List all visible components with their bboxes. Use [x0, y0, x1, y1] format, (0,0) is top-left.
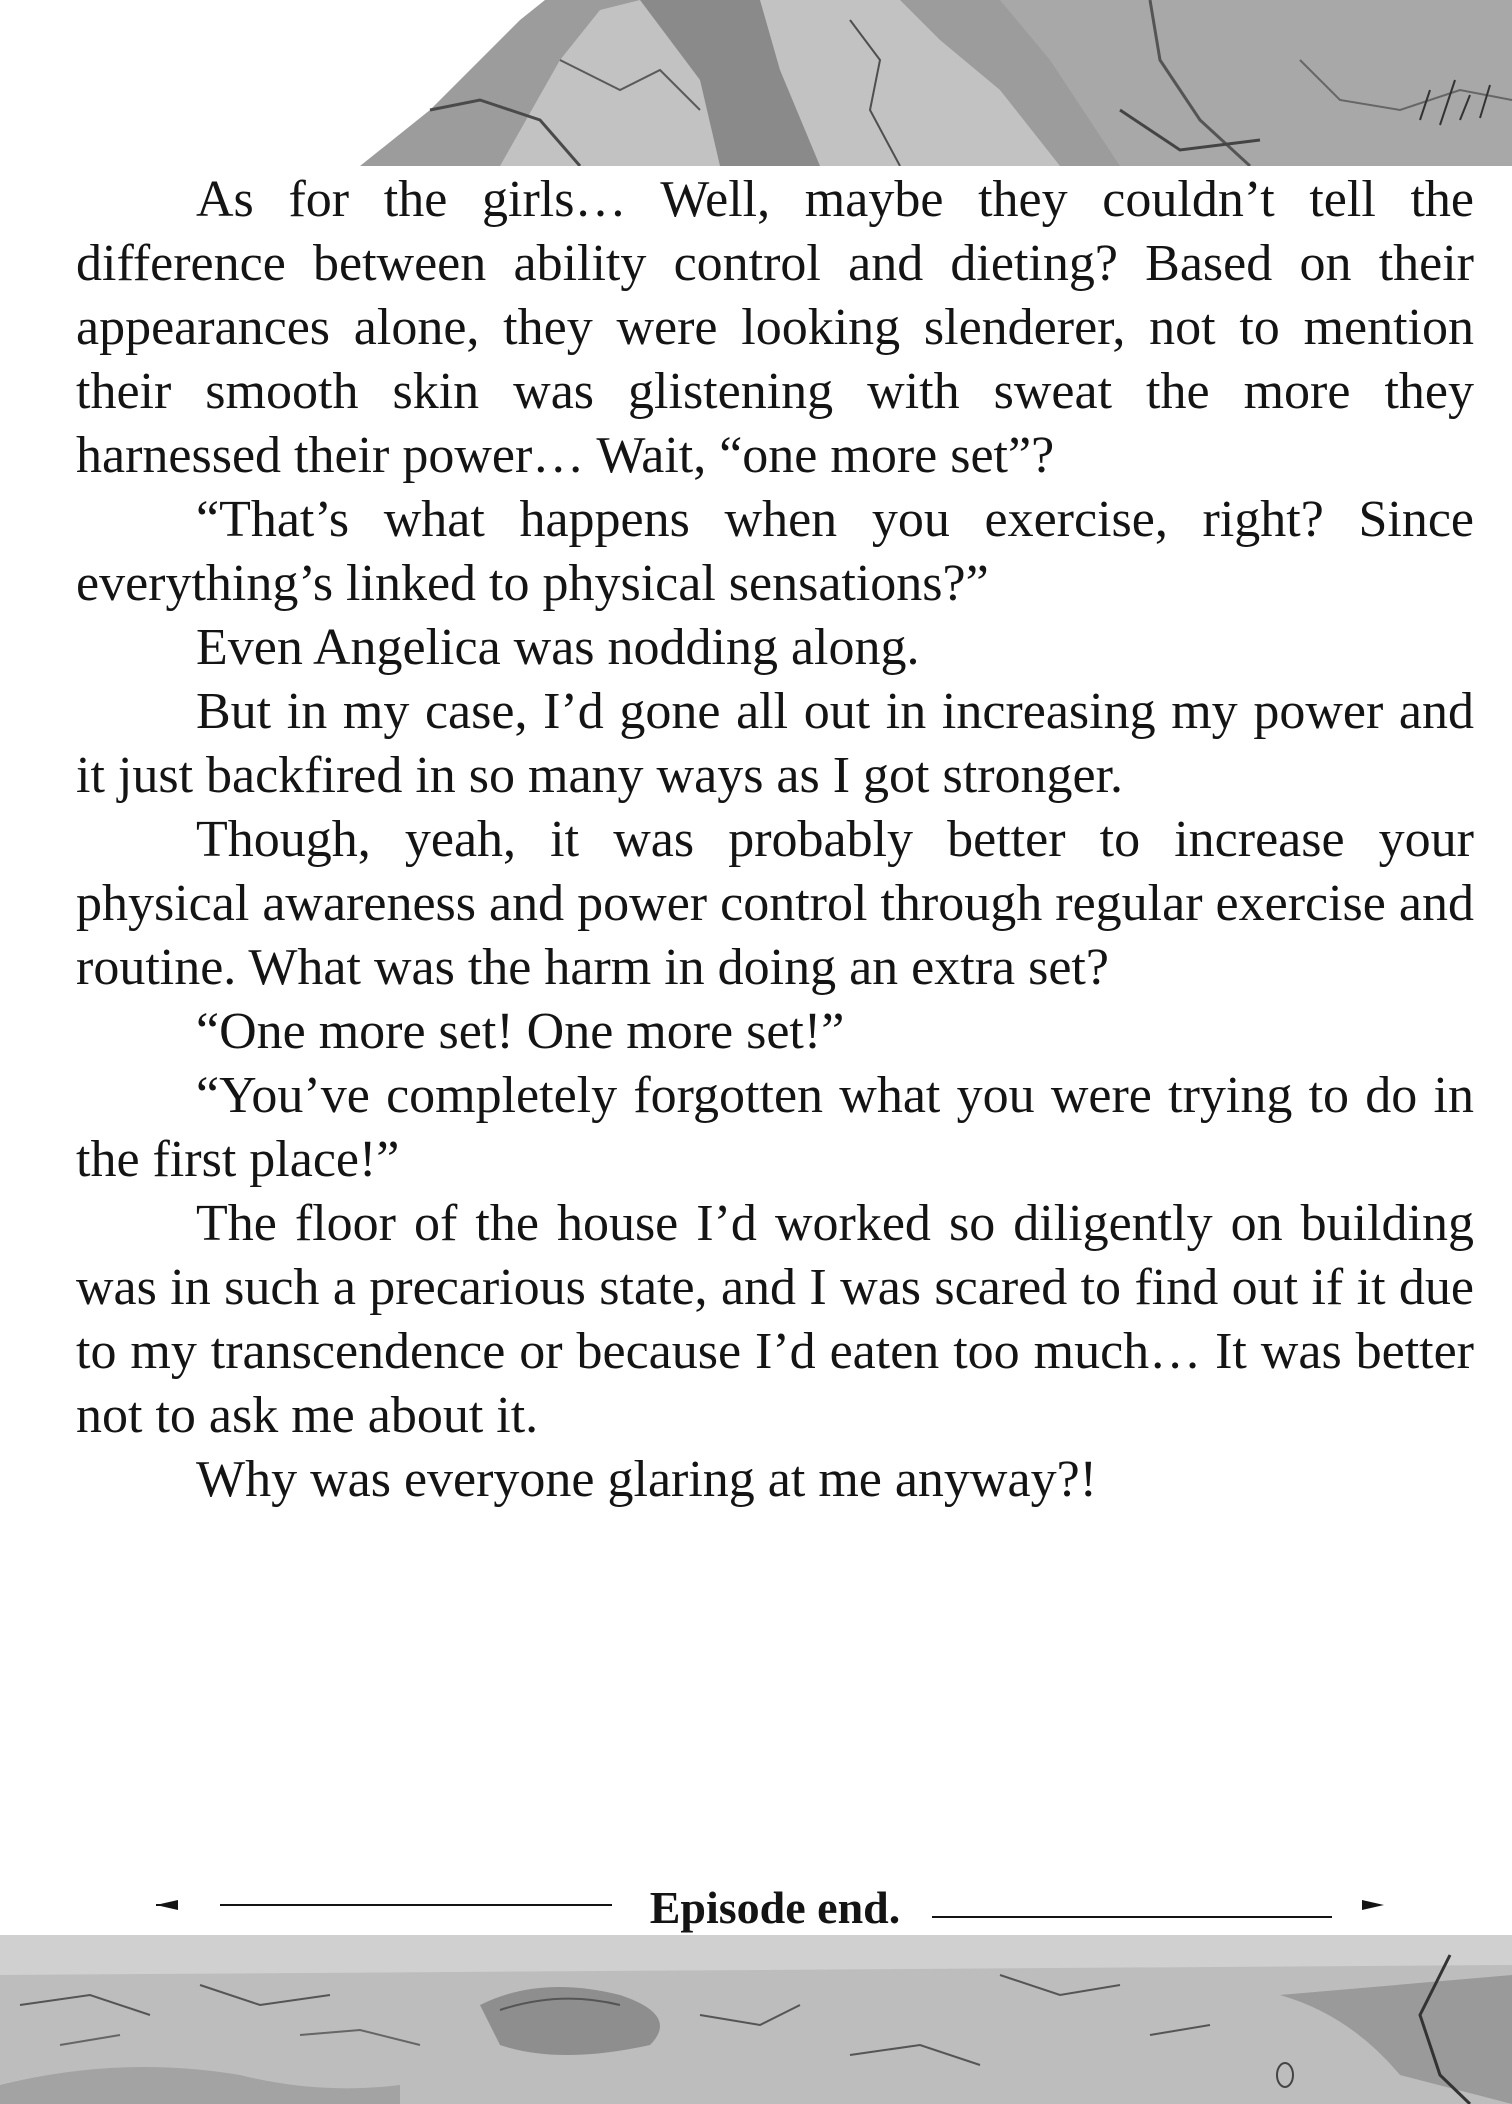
- paragraph: The floor of the house I’d worked so diligently on building was in such a precarious state, and I was scared to find out if it due to my transcendence or because I’d eaten too much… It was better not to ask me about it.: [76, 1195, 1474, 1444]
- footer-illustration: [0, 1935, 1512, 2104]
- paragraph: But in my case, I’d gone all out in increasing my power and it just backfired in so many ways as I got stronger.: [76, 683, 1474, 804]
- story-text: [76, 168, 1474, 1512]
- cliff-illustration: [0, 0, 1512, 166]
- paragraph: “You’ve completely forgotten what you were trying to do in the first place!”: [76, 1067, 1474, 1188]
- paragraph: Though, yeah, it was probably better to increase your physical awareness and power control through regular exercise and routine. What was the harm in doing an extra set?: [76, 811, 1474, 996]
- header-illustration: [0, 0, 1512, 166]
- paragraph: As for the girls… Well, maybe they couldn’t tell the difference between ability control and dieting? Based on their appearances alone, they were looking slenderer, not to mention their smooth skin was glistening with sweat the more they harnessed their power… Wait, “one more set”?: [76, 171, 1474, 484]
- arrow-right-icon: [1362, 1900, 1384, 1910]
- paragraph: “That’s what happens when you exercise, right? Since everything’s linked to physical sensations?”: [76, 491, 1474, 612]
- episode-end-divider: [150, 1878, 1390, 1938]
- episode-end-label: Episode end.: [649, 1882, 901, 1933]
- rocky-ground-illustration: [0, 1935, 1512, 2104]
- paragraph: “One more set! One more set!”: [196, 1003, 845, 1060]
- divider-line: [220, 1904, 612, 1906]
- divider-line: [932, 1916, 1332, 1918]
- paragraph: Even Angelica was nodding along.: [196, 619, 920, 676]
- paragraph: Why was everyone glaring at me anyway?!: [196, 1451, 1097, 1508]
- arrow-left-icon: [156, 1900, 178, 1910]
